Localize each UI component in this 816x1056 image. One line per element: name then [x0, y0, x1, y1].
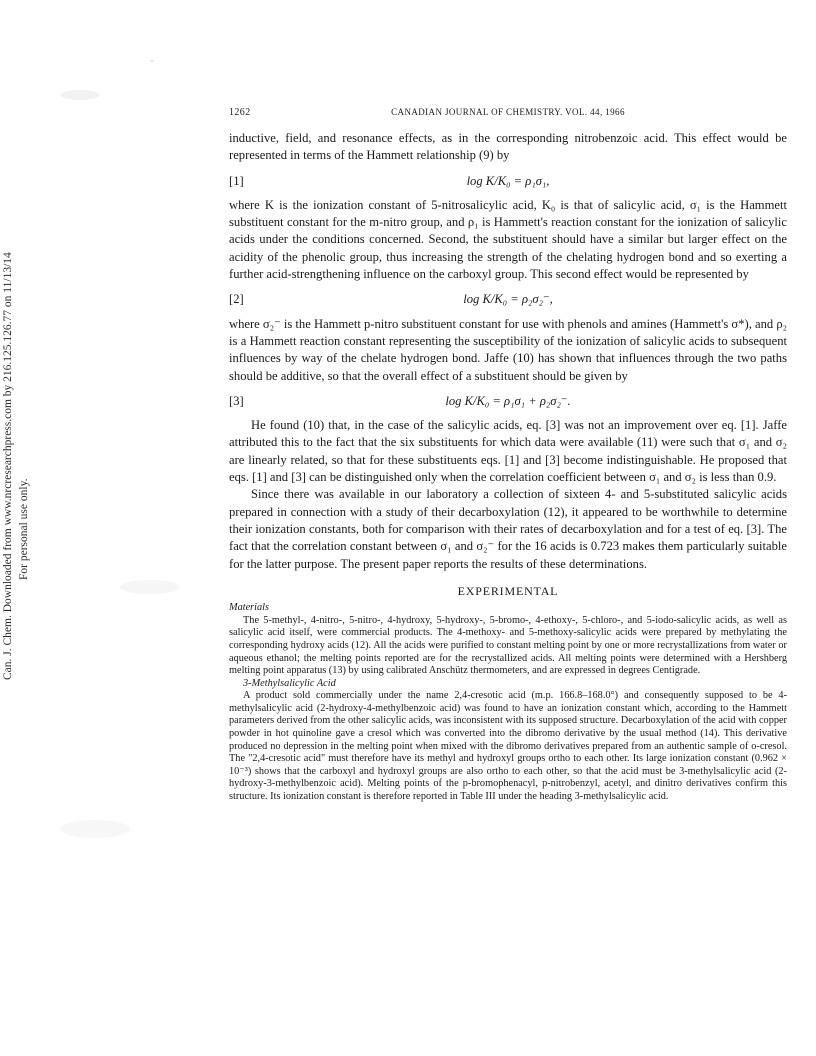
article-body	[229, 130, 787, 804]
equation-number: [2]	[229, 292, 244, 307]
scan-artifact	[120, 580, 180, 594]
equation-number: [3]	[229, 393, 244, 408]
section-heading: EXPERIMENTAL	[457, 583, 559, 598]
equation-number: [1]	[229, 173, 244, 188]
paragraph: The 5-methyl-, 4-nitro-, 5-nitro-, 4-hydroxy, 5-hydroxy-, 5-bromo-, 4-ethoxy-, 5-chloro-, and 5-iodo-salicylic acids, as well as salicylic acid itself, were commercial products. The 4-methoxy- and 5-methoxy-salicylic acids were prepared by methylating the corresponding hydroxy acids (12). All the acids were purified to constant melting point by one or more recrystallizations from water or aqueous ethanol; the melting points reported are for the recrystallized acids. All melting points were determined with a Hershberg melting point apparatus (13) by using calibrated Anschütz thermometers, and are expressed in degrees Centigrade.	[229, 614, 787, 677]
equation-expression: log K/K₀ = ρ₁σ₁,	[466, 173, 550, 188]
paragraph: inductive, field, and resonance effects, as in the corresponding nitrobenzoic acid. This effect would be represented in terms of the Hammett relationship (9) by	[229, 131, 787, 163]
experimental-section	[229, 602, 787, 804]
paragraph: where K is the ionization constant of 5-nitrosalicylic acid, K₀ is that of salicylic acid, σ₁ is the Hammett substituent constant for the m-nitro group, and ρ₁ is Hammett's reaction constant for the ionization of salicylic acids under the conditions concerned. Second, the substituent should have a similar but larger effect on the acidity of the phenolic group, thus increasing the strength of the chelating hydrogen bond and so exerting a further acid-strengthening influence on the carboxyl group. This second effect would be represented by	[229, 197, 787, 282]
download-notice: Can. J. Chem. Downloaded from www.nrcresearchpress.com by 216.125.126.77 on 11/13/14	[2, 252, 14, 680]
equation-1	[229, 173, 787, 190]
scan-artifact	[60, 820, 130, 838]
scan-artifact	[150, 60, 154, 62]
subheading-materials: Materials	[229, 602, 270, 614]
download-watermark	[0, 140, 36, 680]
personal-use-notice: For personal use only.	[18, 478, 30, 580]
paragraph: A product sold commercially under the name 2,4-cresotic acid (m.p. 166.8–168.0°) and consequently supposed to be 4-methylsalicylic acid (2-hydroxy-4-methylbenzoic acid) was found to have an ionization constant which, according to the Hammett parameters derived from the other salicylic acids, was inconsistent with its supposed structure. Decarboxylation of the acid with copper powder in hot quinoline gave a cresol which was converted into the dibromo derivative by the usual method (14). This derivative produced no depression in the melting point when mixed with the dibromo derivatives prepared from an authentic sample of o-cresol. The "2,4-cresotic acid" must therefore have its methyl and hydroxyl groups ortho to each other. Its large ionization constant (0.962 × 10⁻³) shows that the carboxyl and hydroxyl groups are also ortho to each other, so that the acid must be 3-methylsalicylic acid (2-hydroxy-3-methylbenzoic acid). Melting points of the p-bromophenacyl, p-nitrobenzyl, acetyl, and dinitro derivatives confirm this structure. Its ionization constant is therefore reported in Table III under the heading 3-methylsalicylic acid.	[229, 690, 787, 803]
running-header	[229, 107, 787, 121]
paragraph: Since there was available in our laboratory a collection of sixteen 4- and 5-substituted salicylic acids prepared in connection with a study of their decarboxylation (12), it appeared to be worthwhile to determine their ionization constants, both for comparison with their rates of decarboxylation and for a test of eq. [3]. The fact that the correlation constant between σ₁ and σ₂⁻ for the 16 acids is 0.723 makes them particularly suitable for the latter purpose. The present paper reports the results of these determinations.	[229, 487, 787, 571]
scan-artifact	[60, 90, 100, 100]
page-number: 1262	[229, 107, 251, 118]
paragraph: He found (10) that, in the case of the salicylic acids, eq. [3] was not an improvement over eq. [1]. Jaffe attributed this to the fact that the six substituents for which data were available (11) were such that σ₁ and σ₂ are linearly related, so that for these substituents eqs. [1] and [3] become indistinguishable. He proposed that eqs. [1] and [3] can be distinguished only when the correlation coefficient between σ₁ and σ₂ is less than 0.9.	[229, 418, 787, 485]
subheading-3-methylsalicylic-acid: 3-Methylsalicylic Acid	[243, 677, 336, 689]
equation-expression: log K/K₀ = ρ₂σ₂⁻,	[463, 292, 553, 307]
equation-2	[229, 291, 787, 308]
equation-expression: log K/K₀ = ρ₁σ₁ + ρ₂σ₂⁻.	[445, 393, 571, 408]
equation-3	[229, 393, 787, 410]
paragraph: where σ₂⁻ is the Hammett p-nitro substituent constant for use with phenols and amines (Hammett's σ*), and ρ₂ is a Hammett reaction constant representing the susceptibility of the ionization of salicylic acids to subsequent influences by way of the chelate hydrogen bond. Jaffe (10) has shown that influences through the two paths should be additive, so that the overall effect of a substituent should be given by	[229, 316, 787, 383]
journal-title: CANADIAN JOURNAL OF CHEMISTRY. VOL. 44, 1966	[391, 107, 625, 117]
